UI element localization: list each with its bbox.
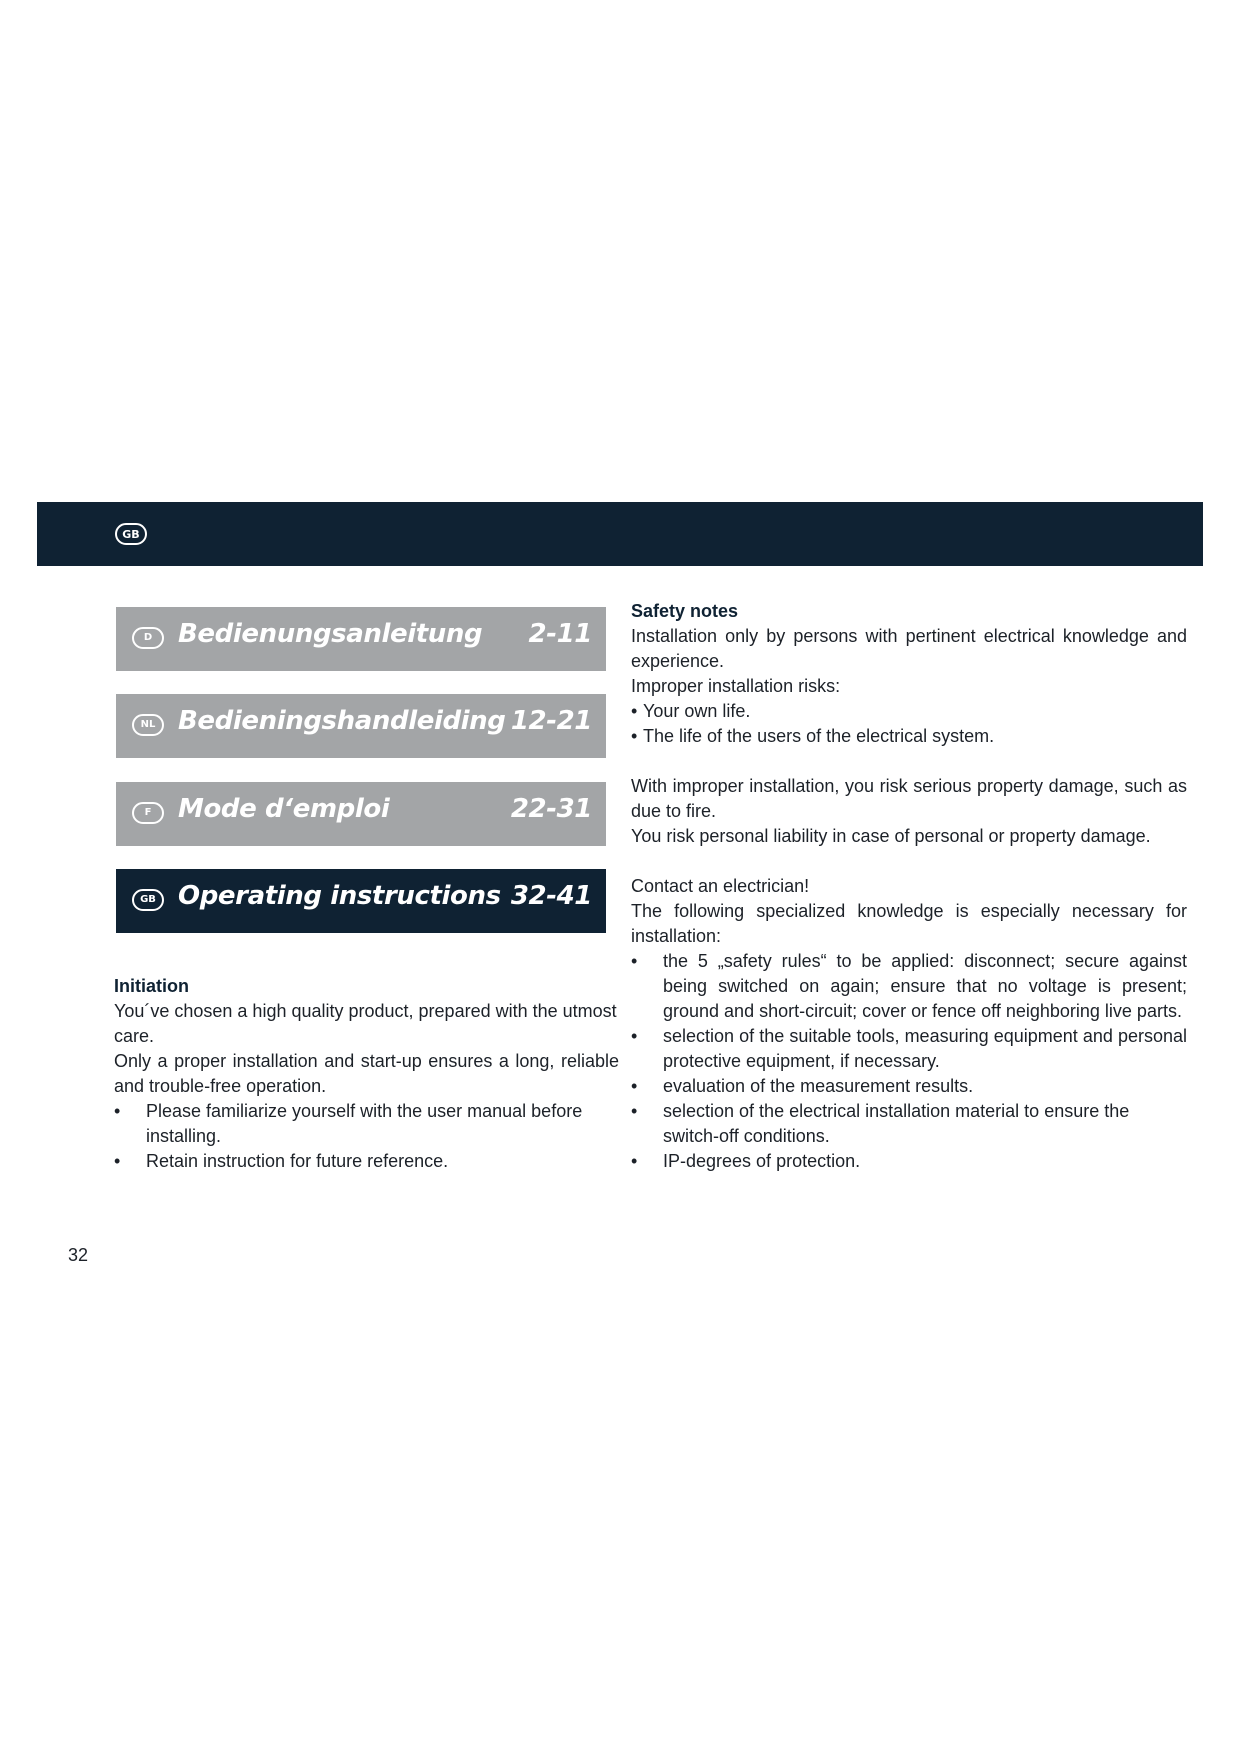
safety-paragraph-2: Improper installation risks: [631,676,841,696]
toc-title-german: Bedienungsanleitung [178,619,483,649]
page-number: 32 [68,1245,89,1265]
toc-title-english: Operating instructions [178,881,501,911]
toc-title-french: Mode d‘emploi [178,794,390,824]
toc-item-english[interactable] [116,869,606,933]
toc-pages-dutch: 12-21 [510,706,592,736]
knowledge-item-1: • the 5 „safety rules“ to be applied: disconnect; secure against being switched on again; ensure that no voltage is present; ground and short-circuit; cover or fence off neighboring live parts. [631,949,1187,1024]
safety-paragraph-4: You risk personal liability in case of personal or property damage. [631,826,1151,846]
toc-item-dutch[interactable] [116,694,606,758]
initiation-heading: Initiation [114,976,189,996]
initiation-bullet-1: • Please familiarize yourself with the user manual before installing. [114,1099,619,1149]
language-badge-f: F [132,802,164,824]
risk-item-1: • Your own life. [631,699,1187,724]
spacer [631,849,1187,874]
knowledge-item-3: • evaluation of the measurement results. [631,1074,1187,1099]
initiation-line-1: You´ve chosen a high quality product, prepared with the utmost care. [114,1001,617,1046]
language-badge-nl: NL [132,714,164,736]
initiation-bullet-2: • Retain instruction for future reference. [114,1149,619,1174]
language-badge-d: D [132,627,164,649]
toc-pages-english: 32-41 [510,881,592,911]
header-band [37,502,1203,566]
knowledge-item-5: • IP-degrees of protection. [631,1149,1187,1174]
language-badge-gb: GB [115,523,147,545]
toc-pages-french: 22-31 [510,794,592,824]
risk-item-2: • The life of the users of the electrical system. [631,724,1187,749]
safety-paragraph-6: The following specialized knowledge is especially necessary for installation: [631,901,1187,946]
toc-title-dutch: Bedieningshandleiding [178,706,506,736]
initiation-line-2: Only a proper installation and start-up ensures a long, reliable and trouble-free operation. [114,1051,619,1096]
spacer [631,749,1187,774]
knowledge-list [631,949,1187,1174]
safety-notes-heading: Safety notes [631,601,739,621]
language-badge-gb-toc: GB [132,889,164,911]
safety-paragraph-3: With improper installation, you risk serious property damage, such as due to fire. [631,776,1187,821]
toc-item-french[interactable] [116,782,606,846]
toc-pages-german: 2-11 [528,619,592,649]
toc-item-german[interactable] [116,607,606,671]
initiation-bullet-list [114,1099,619,1174]
safety-paragraph-1: Installation only by persons with pertinent electrical knowledge and experience. [631,626,1187,671]
initiation-section [114,974,619,1174]
risk-list [631,699,1187,749]
safety-paragraph-5: Contact an electrician! [631,876,810,896]
safety-notes-section [631,599,1187,1174]
knowledge-item-2: • selection of the suitable tools, measuring equipment and personal protective equipment, if necessary. [631,1024,1187,1074]
knowledge-item-4: • selection of the electrical installation material to ensure the switch-off conditions. [631,1099,1187,1149]
